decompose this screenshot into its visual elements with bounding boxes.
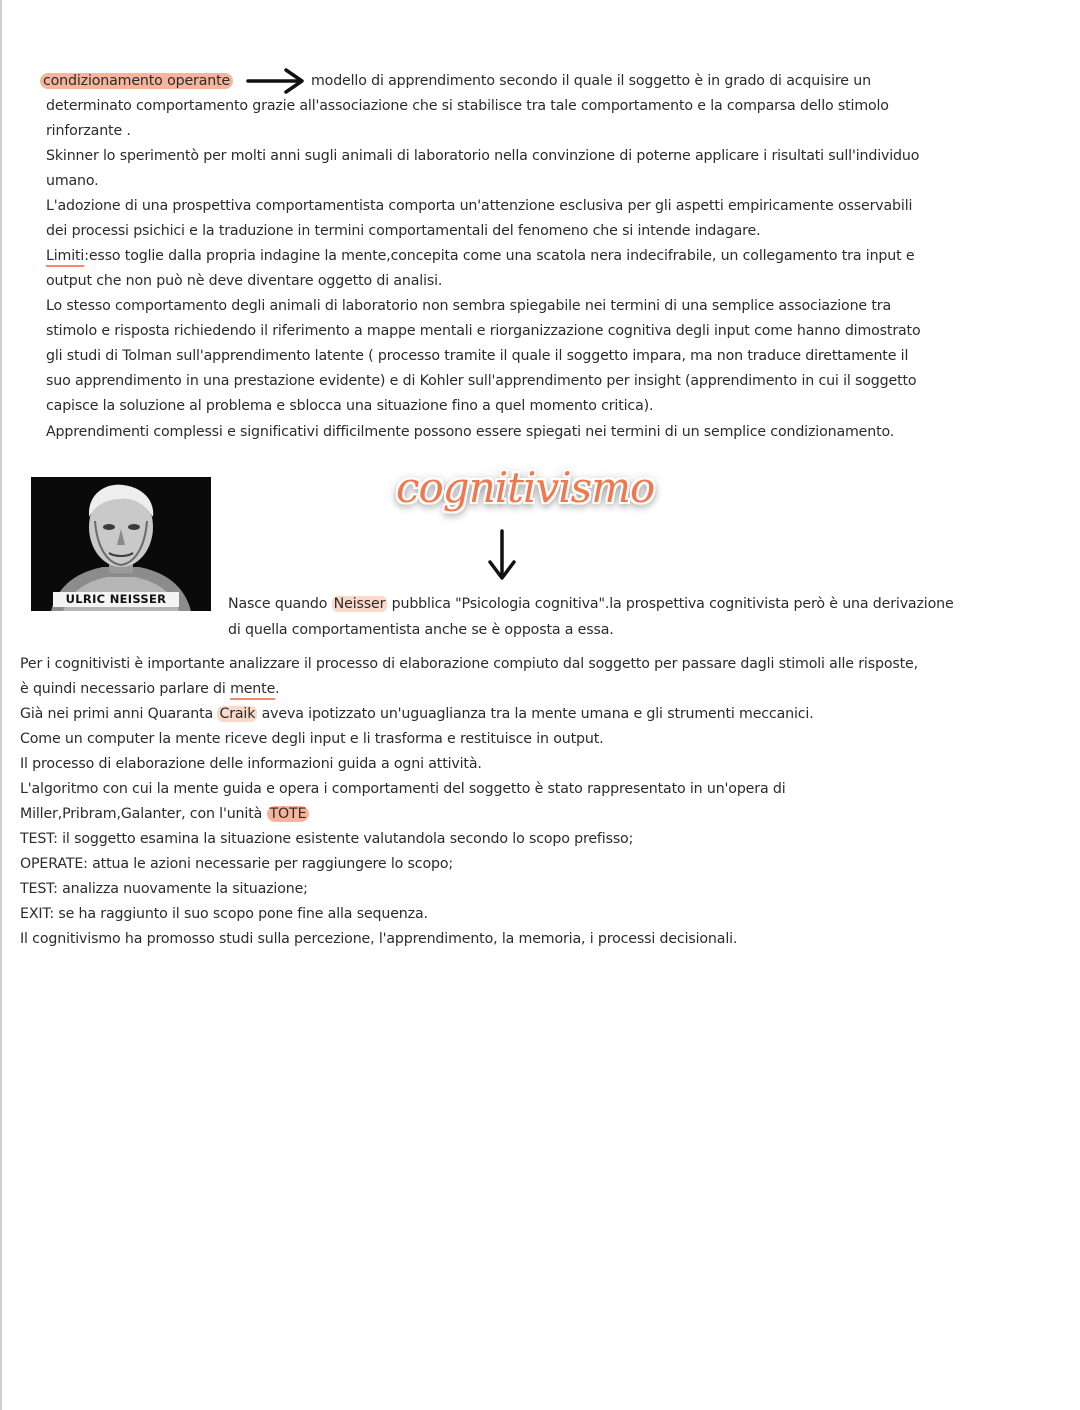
craik-highlight: Craik <box>219 706 256 722</box>
text-line: rinforzante . <box>46 123 131 139</box>
section-title: cognitivismo <box>396 463 655 512</box>
page-left-border <box>0 0 2 1410</box>
tote-highlight: TOTE <box>267 806 310 822</box>
neisser-portrait-image <box>31 477 211 611</box>
neisser-highlight: Neisser <box>333 596 386 612</box>
tote-test-step-2: TEST: analizza nuovamente la situazione; <box>20 881 308 897</box>
text-span: Già nei primi anni Quaranta <box>20 706 218 722</box>
tote-line <box>20 804 309 824</box>
text-line: dei processi psichici e la traduzione in termini comportamentali del fenomeno che si intende indagare. <box>46 223 761 239</box>
arrow-right-icon <box>246 66 306 96</box>
text-line: L'adozione di una prospettiva comportamentista comporta un'attenzione esclusiva per gli aspetti empiricamente osservabili <box>46 198 913 214</box>
definition-text: modello di apprendimento secondo il quale il soggetto è in grado di acquisire un <box>311 73 871 89</box>
portrait-illustration <box>31 477 211 611</box>
tote-exit-step: EXIT: se ha raggiunto il suo scopo pone fine alla sequenza. <box>20 906 428 922</box>
limiti-line <box>46 246 914 266</box>
text-line: Come un computer la mente riceve degli input e li trasforma e restituisce in output. <box>20 731 604 747</box>
text-line: Per i cognitivisti è importante analizzare il processo di elaborazione compiuto dal soggetto per passare dagli stimoli alle risposte, <box>20 656 918 672</box>
text-line: capisce la soluzione al problema e sblocca una situazione fino a quel momento critica). <box>46 398 654 414</box>
nasce-line-2: di quella comportamentista anche se è opposta a essa. <box>228 622 614 638</box>
text-line: Lo stesso comportamento degli animali di laboratorio non sembra spiegabile nei termini di una semplice associazione tra <box>46 298 892 314</box>
text-span: aveva ipotizzato un'uguaglianza tra la mente umana e gli strumenti meccanici. <box>257 706 814 722</box>
text-line: L'algoritmo con cui la mente guida e opera i comportamenti del soggetto è stato rappresentato in un'opera di <box>20 781 786 797</box>
portrait-caption: ULRIC NEISSER <box>53 592 179 607</box>
text-span: . <box>275 681 280 697</box>
tote-operate-step: OPERATE: attua le azioni necessarie per raggiungere lo scopo; <box>20 856 453 872</box>
text-line: determinato comportamento grazie all'associazione che si stabilisce tra tale comportamento e la comparsa dello stimolo <box>46 98 889 114</box>
nasce-text-cont: pubblica "Psicologia cognitiva".la prospettiva cognitivista però è una derivazione <box>387 596 954 612</box>
definition-line-1 <box>40 71 233 91</box>
craik-line <box>20 704 814 724</box>
text-line: umano. <box>46 173 99 189</box>
text-span: Miller,Pribram,Galanter, con l'unità <box>20 806 267 822</box>
tote-test-step: TEST: il soggetto esamina la situazione esistente valutandola secondo lo scopo prefisso; <box>20 831 634 847</box>
text-line: Skinner lo sperimentò per molti anni sugli animali di laboratorio nella convinzione di poterne applicare i risultati sull'individuo <box>46 148 920 164</box>
text-line: output che non può nè deve diventare oggetto di analisi. <box>46 273 443 289</box>
text-line: stimolo e risposta richiedendo il riferimento a mappe mentali e riorganizzazione cognitiva degli input come hanno dimostrato <box>46 323 921 339</box>
text-line: suo apprendimento in una prestazione evidente) e di Kohler sull'apprendimento per insight (apprendimento in cui il soggetto <box>46 373 917 389</box>
text-span: è quindi necessario parlare di <box>20 681 231 697</box>
conclusion-line: Il cognitivismo ha promosso studi sulla percezione, l'apprendimento, la memoria, i processi decisionali. <box>20 931 738 947</box>
limiti-text: :esso toglie dalla propria indagine la mente,concepita come una scatola nera indecifrabile, un collegamento tra input e <box>84 248 915 264</box>
text-line: Apprendimenti complessi e significativi difficilmente possono essere spiegati nei termini di un semplice condizionamento. <box>46 424 895 440</box>
text-line: gli studi di Tolman sull'apprendimento latente ( processo tramite il quale il soggetto impara, ma non traduce direttamente il <box>46 348 909 364</box>
mente-underline: mente <box>230 681 276 697</box>
term-highlight: condizionamento operante <box>40 73 233 89</box>
mente-line <box>20 679 280 699</box>
limiti-label: Limiti <box>46 248 85 264</box>
nasce-text: Nasce quando <box>228 596 332 612</box>
arrow-down-icon <box>485 528 519 582</box>
nasce-line-1 <box>228 594 954 614</box>
text-line: Il processo di elaborazione delle informazioni guida a ogni attività. <box>20 756 482 772</box>
